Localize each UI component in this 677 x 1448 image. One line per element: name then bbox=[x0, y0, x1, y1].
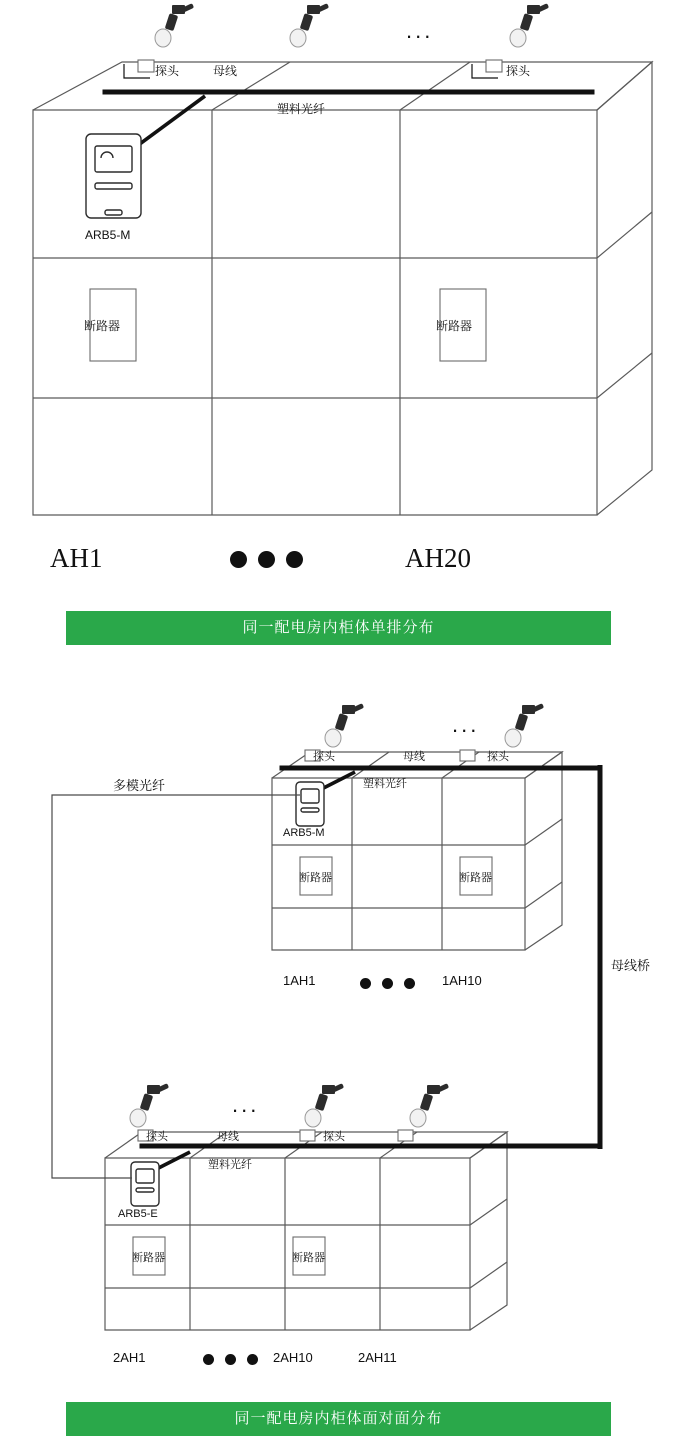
label-breaker-right: 断路器 bbox=[436, 319, 473, 333]
label-plastic-fiber: 塑料光纤 bbox=[277, 102, 326, 116]
multimode-fiber-line bbox=[52, 795, 300, 1178]
ellipsis-dots-top bbox=[230, 551, 303, 568]
label-busbar: 母线 bbox=[213, 64, 238, 78]
label-cabinet-first-row1: 1AH1 bbox=[283, 973, 316, 988]
probe-icon bbox=[305, 1083, 344, 1127]
label-bus-bridge: 母线桥 bbox=[611, 958, 651, 973]
ellipsis-probes-top: ... bbox=[406, 18, 434, 43]
label-plastic-fiber-row1: 塑料光纤 bbox=[363, 778, 407, 790]
label-plastic-fiber-row2: 塑料光纤 bbox=[208, 1159, 252, 1171]
label-cabinet-first: AH1 bbox=[50, 543, 103, 573]
ellipsis-probes-row1: ... bbox=[452, 712, 480, 737]
probe-icon bbox=[505, 703, 544, 747]
label-arb5e-row2: ARB5-E bbox=[118, 1208, 158, 1220]
label-cabinet-last-row1: 1AH10 bbox=[442, 973, 482, 988]
ellipsis-dots-row2 bbox=[203, 1354, 258, 1365]
probe-icon bbox=[510, 3, 549, 47]
label-arb5m-row1: ARB5-M bbox=[283, 827, 325, 839]
label-probe-left-row1: 探头 bbox=[313, 751, 335, 763]
probe-icon bbox=[130, 1083, 169, 1127]
caption-bottom: 同一配电房内柜体面对面分布 bbox=[66, 1402, 611, 1436]
label-multimode-fiber: 多模光纤 bbox=[113, 778, 166, 793]
label-cabinet-last: AH20 bbox=[405, 543, 471, 573]
label-busbar-row2: 母线 bbox=[217, 1131, 239, 1143]
probe-icon bbox=[155, 3, 194, 47]
label-arb5m: ARB5-M bbox=[85, 228, 131, 242]
label-breaker-left-row2: 断路器 bbox=[132, 1252, 165, 1264]
label-cabinet-last-row2: 2AH11 bbox=[358, 1350, 397, 1365]
label-probe-left: 探头 bbox=[155, 64, 180, 78]
label-probe-right: 探头 bbox=[506, 64, 531, 78]
ellipsis-probes-row2: ... bbox=[232, 1092, 260, 1117]
label-busbar-row1: 母线 bbox=[403, 751, 425, 763]
label-breaker-left: 断路器 bbox=[84, 319, 121, 333]
caption-top: 同一配电房内柜体单排分布 bbox=[66, 611, 611, 645]
probe-icon bbox=[290, 3, 329, 47]
label-probe-right-row2: 探头 bbox=[323, 1131, 345, 1143]
probe-icon bbox=[410, 1083, 449, 1127]
ellipsis-dots-row1 bbox=[360, 978, 415, 989]
label-breaker-right-row1: 断路器 bbox=[459, 872, 492, 884]
probe-icon bbox=[325, 703, 364, 747]
label-breaker-right-row2: 断路器 bbox=[292, 1252, 325, 1264]
label-cabinet-first-row2: 2AH1 bbox=[113, 1350, 146, 1365]
label-probe-left-row2: 探头 bbox=[146, 1131, 168, 1143]
label-cabinet-mid-row2: 2AH10 bbox=[273, 1350, 313, 1365]
label-probe-right-row1: 探头 bbox=[487, 751, 509, 763]
label-breaker-left-row1: 断路器 bbox=[299, 872, 332, 884]
